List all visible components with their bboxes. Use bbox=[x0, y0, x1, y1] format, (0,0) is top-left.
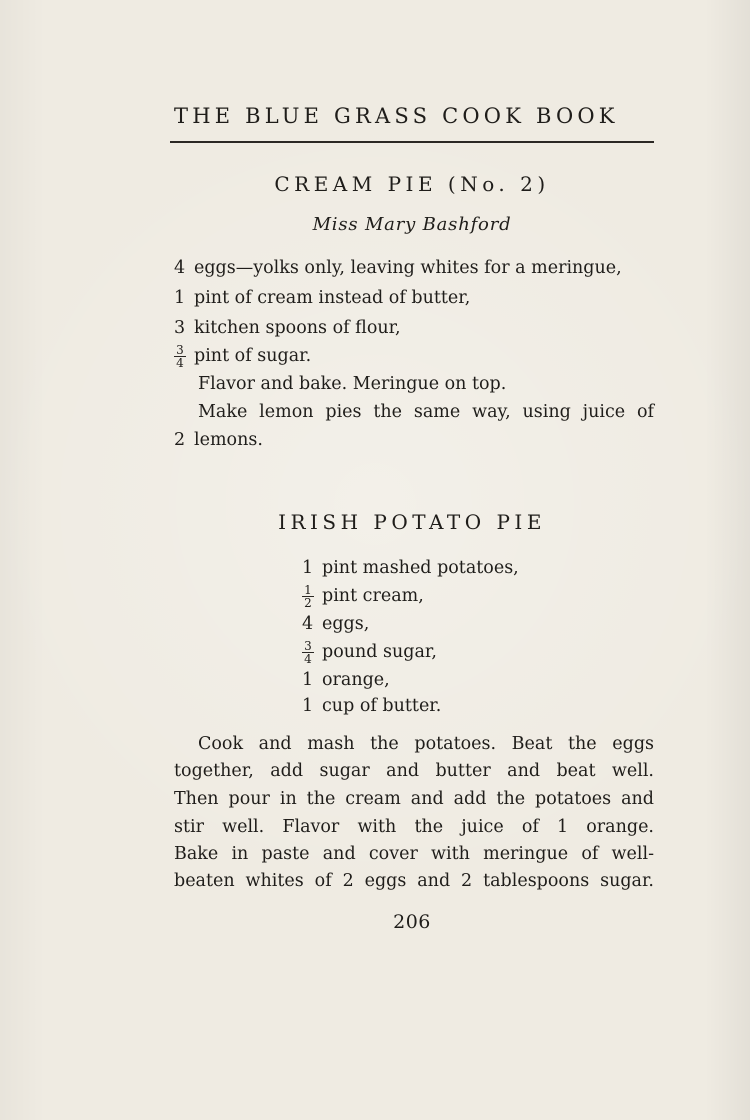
ingredient-text: eggs—yolks only, leaving whites for a meringue, bbox=[194, 258, 622, 278]
ingredient-quantity: 4 bbox=[302, 614, 314, 634]
ingredient-line bbox=[302, 556, 562, 580]
ingredient-quantity bbox=[302, 640, 322, 664]
paragraph-line: together, add sugar and butter and beat well. bbox=[174, 761, 654, 781]
ingredient-line bbox=[174, 256, 654, 280]
ingredient-quantity: 1 bbox=[174, 288, 186, 308]
ingredient-text: eggs, bbox=[322, 614, 370, 634]
instruction-line: Flavor and bake. Meringue on top. bbox=[198, 374, 507, 394]
ingredient-text: pint of sugar. bbox=[194, 346, 312, 366]
paragraph-line: Then pour in the cream and add the potatoes and bbox=[174, 789, 654, 809]
ingredient-text: pound sugar, bbox=[322, 642, 437, 662]
ingredient-line bbox=[302, 640, 562, 664]
ingredient-quantity bbox=[302, 584, 322, 608]
ingredient-text: kitchen spoons of flour, bbox=[194, 318, 401, 338]
ingredient-quantity: 1 bbox=[302, 670, 314, 690]
fraction-numerator: 3 bbox=[304, 639, 312, 653]
fraction bbox=[174, 345, 186, 368]
ingredient-line bbox=[302, 668, 562, 692]
fraction bbox=[302, 585, 314, 608]
ingredient-text: pint of cream instead of butter, bbox=[194, 288, 471, 308]
fraction-denominator: 4 bbox=[304, 652, 312, 666]
fraction-numerator: 3 bbox=[176, 343, 184, 357]
paragraph-line: stir well. Flavor with the juice of 1 orange. bbox=[174, 817, 654, 837]
page-number: 206 bbox=[393, 911, 431, 933]
cream-pie-title: CREAM PIE (No. 2) bbox=[274, 172, 550, 196]
fraction-numerator: 1 bbox=[304, 583, 312, 597]
paragraph-line: Bake in paste and cover with meringue of well- bbox=[174, 844, 654, 864]
instruction-line bbox=[174, 428, 654, 452]
ingredient-quantity: 1 bbox=[302, 558, 314, 578]
lemons-text: lemons. bbox=[194, 430, 263, 450]
ingredient-quantity: 3 bbox=[174, 318, 186, 338]
ingredient-text: orange, bbox=[322, 670, 390, 690]
fraction bbox=[302, 641, 314, 664]
running-head: THE BLUE GRASS COOK BOOK bbox=[174, 104, 619, 128]
cream-pie-attribution: Miss Mary Bashford bbox=[312, 214, 512, 235]
ingredient-text: pint mashed potatoes, bbox=[322, 558, 519, 578]
ingredient-text: pint cream, bbox=[322, 586, 424, 606]
ingredient-quantity: 4 bbox=[174, 258, 186, 278]
ingredient-quantity: 1 bbox=[302, 696, 314, 716]
lemons-quantity: 2 bbox=[174, 430, 186, 450]
ingredient-quantity bbox=[174, 344, 194, 368]
paragraph-line: Cook and mash the potatoes. Beat the eggs bbox=[198, 734, 654, 754]
ingredient-line bbox=[174, 316, 654, 340]
ingredient-line bbox=[302, 612, 562, 636]
irish-potato-pie-title: IRISH POTATO PIE bbox=[278, 510, 546, 534]
paragraph-line: beaten whites of 2 eggs and 2 tablespoons sugar. bbox=[174, 871, 654, 891]
ingredient-line bbox=[302, 584, 562, 608]
header-rule bbox=[170, 141, 654, 143]
ingredient-line bbox=[174, 286, 654, 310]
ingredient-line bbox=[302, 694, 562, 718]
fraction-denominator: 4 bbox=[176, 356, 184, 370]
ingredient-text: cup of butter. bbox=[322, 696, 442, 716]
instruction-line: Make lemon pies the same way, using juice of bbox=[198, 402, 654, 422]
fraction-denominator: 2 bbox=[304, 596, 312, 610]
ingredient-line bbox=[174, 344, 654, 368]
